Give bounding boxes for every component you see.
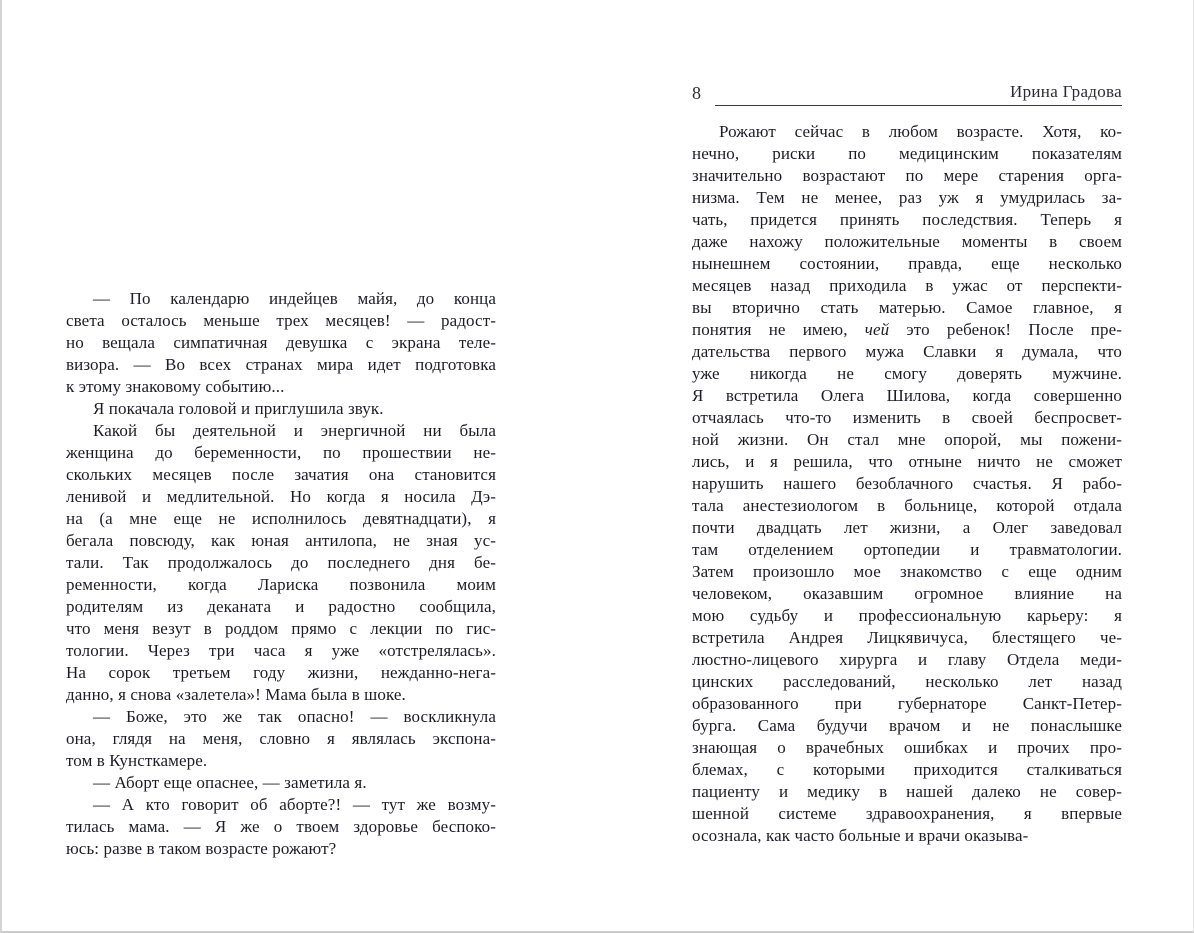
- text-line: — Боже, это же так опасно! — воскликнула: [93, 707, 496, 726]
- text-line: блемах, с которыми приходится сталкиваться: [692, 760, 1122, 779]
- text-line: тилась мама. — Я же о твоем здоровье беспоко-: [66, 817, 496, 836]
- text-line: юсь: разве в таком возрасте рожают?: [66, 839, 337, 858]
- paragraph: [66, 772, 496, 794]
- text-line: там отделением ортопедии и травматологии.: [692, 540, 1122, 559]
- text-line: она, глядя на меня, словно я являлась экспона-: [66, 729, 496, 748]
- text-line: тологии. Через три часа я уже «отстрелялась».: [66, 641, 496, 660]
- text-line: что меня везут в роддом прямо с лекции по гис-: [66, 619, 496, 638]
- paragraph: [66, 794, 496, 860]
- text-line: — Аборт еще опаснее, — заметила я.: [93, 773, 367, 792]
- text-line: — По календарю индейцев майя, до конца: [93, 289, 496, 308]
- text-line: тала анестезиологом в больнице, которой отдала: [692, 496, 1122, 515]
- text-line: данно, я снова «залетела»! Мама была в шоке.: [66, 685, 406, 704]
- header-rule: [715, 82, 1122, 106]
- left-page-text: [66, 288, 496, 860]
- text-line: чать, придется принять последствия. Теперь я: [692, 210, 1122, 229]
- text-line: цинских расследований, несколько лет назад: [692, 672, 1122, 691]
- text-line: нарушить нашего безоблачного счастья. Я рабо-: [692, 474, 1122, 493]
- text-line: ной жизни. Он стал мне опорой, мы пожени-: [692, 430, 1122, 449]
- text-line: человеком, оказавшим огромное влияние на: [692, 584, 1122, 603]
- text-line: Рожают сейчас в любом возрасте. Хотя, ко-: [719, 122, 1122, 141]
- text-line: визора. — Во всех странах мира идет подготовка: [66, 355, 496, 374]
- text-line: понятия не имею, чей это ребенок! После пре-: [692, 320, 1122, 339]
- text-line: женщина до беременности, по прошествии не-: [66, 443, 496, 462]
- text-line: мою судьбу и профессиональную карьеру: я: [692, 606, 1122, 625]
- text-line: пациенту и медику в нашей далеко не совер-: [692, 782, 1122, 801]
- text-line: ленивой и медлительной. Но когда я носила Дэ-: [66, 487, 496, 506]
- text-line: света осталось меньше трех месяцев! — радост-: [66, 311, 496, 330]
- text-line: к этому знаковому событию...: [66, 377, 285, 396]
- text-line: — А кто говорит об аборте?! — тут же возму-: [93, 795, 496, 814]
- text-line: вы вторично стать матерью. Самое главное, я: [692, 298, 1122, 317]
- text-line: знающая о врачебных ошибках и прочих про-: [692, 738, 1122, 757]
- text-line: встретила Андрея Лицкявичуса, блестящего че-: [692, 628, 1122, 647]
- paragraph: [66, 706, 496, 772]
- text-line: Какой бы деятельной и энергичной ни была: [93, 421, 496, 440]
- text-line: но вещала симпатичная девушка с экрана теле-: [66, 333, 496, 352]
- paragraph: [66, 398, 496, 420]
- running-header: [692, 82, 1122, 106]
- text-line: почти двадцать лет жизни, а Олег заведовал: [692, 518, 1122, 537]
- text-line: уже никогда не смогу доверять мужчине.: [692, 364, 1122, 383]
- text-line: нынешнем состоянии, правда, еще несколько: [692, 254, 1122, 273]
- text-line: На сорок третьем году жизни, нежданно-нега-: [66, 663, 496, 682]
- text-line: ременности, когда Лариска позвонила моим: [66, 575, 496, 594]
- page-number: 8: [692, 83, 701, 103]
- text-line: месяцев назад приходила в ужас от перспекти-: [692, 276, 1122, 295]
- text-line: Я встретила Олега Шилова, когда совершенно: [692, 386, 1122, 405]
- text-line: люстно-лицевого хирурга и главу Отдела меди-: [692, 650, 1122, 669]
- paragraph: [66, 288, 496, 398]
- text-line: низма. Тем не менее, раз уж я умудрилась за-: [692, 188, 1122, 207]
- text-line: Затем произошло мое знакомство с еще одним: [692, 562, 1122, 581]
- text-line: нечно, риски по медицинским показателям: [692, 144, 1122, 163]
- text-line: бегала повсюду, как юная антилопа, не зная ус-: [66, 531, 496, 550]
- text-line: лись, и я решила, что отныне ничто не сможет: [692, 452, 1122, 471]
- text-line: родителям из деканата и радостно сообщила,: [66, 597, 496, 616]
- text-line: на (а мне еще не исполнилось девятнадцати), я: [66, 509, 496, 528]
- text-line: осознала, как часто больные и врачи оказыва-: [692, 826, 1029, 845]
- text-line: образованного при губернаторе Санкт-Петер-: [692, 694, 1122, 713]
- text-line: тали. Так продолжалось до последнего дня бе-: [66, 553, 496, 572]
- text-line: Я покачала головой и приглушила звук.: [93, 399, 384, 418]
- text-line: значительно возрастают по мере старения орга-: [692, 166, 1122, 185]
- paragraph: [692, 121, 1122, 847]
- text-line: шенной системе здравоохранения, я впервые: [692, 804, 1122, 823]
- text-line: скольких месяцев после зачатия она становится: [66, 465, 496, 484]
- text-line: отчаялась что-то изменить в своей беспросвет-: [692, 408, 1122, 427]
- paragraph: [66, 420, 496, 706]
- text-line: том в Кунсткамере.: [66, 751, 208, 770]
- text-line: бурга. Сама будучи врачом и не понаслышке: [692, 716, 1122, 735]
- author-name: Ирина Градова: [1010, 82, 1122, 101]
- text-line: дательства первого мужа Славки я думала, что: [692, 342, 1122, 361]
- right-page-text: [692, 121, 1122, 847]
- text-line: даже нахожу положительные моменты в своем: [692, 232, 1122, 251]
